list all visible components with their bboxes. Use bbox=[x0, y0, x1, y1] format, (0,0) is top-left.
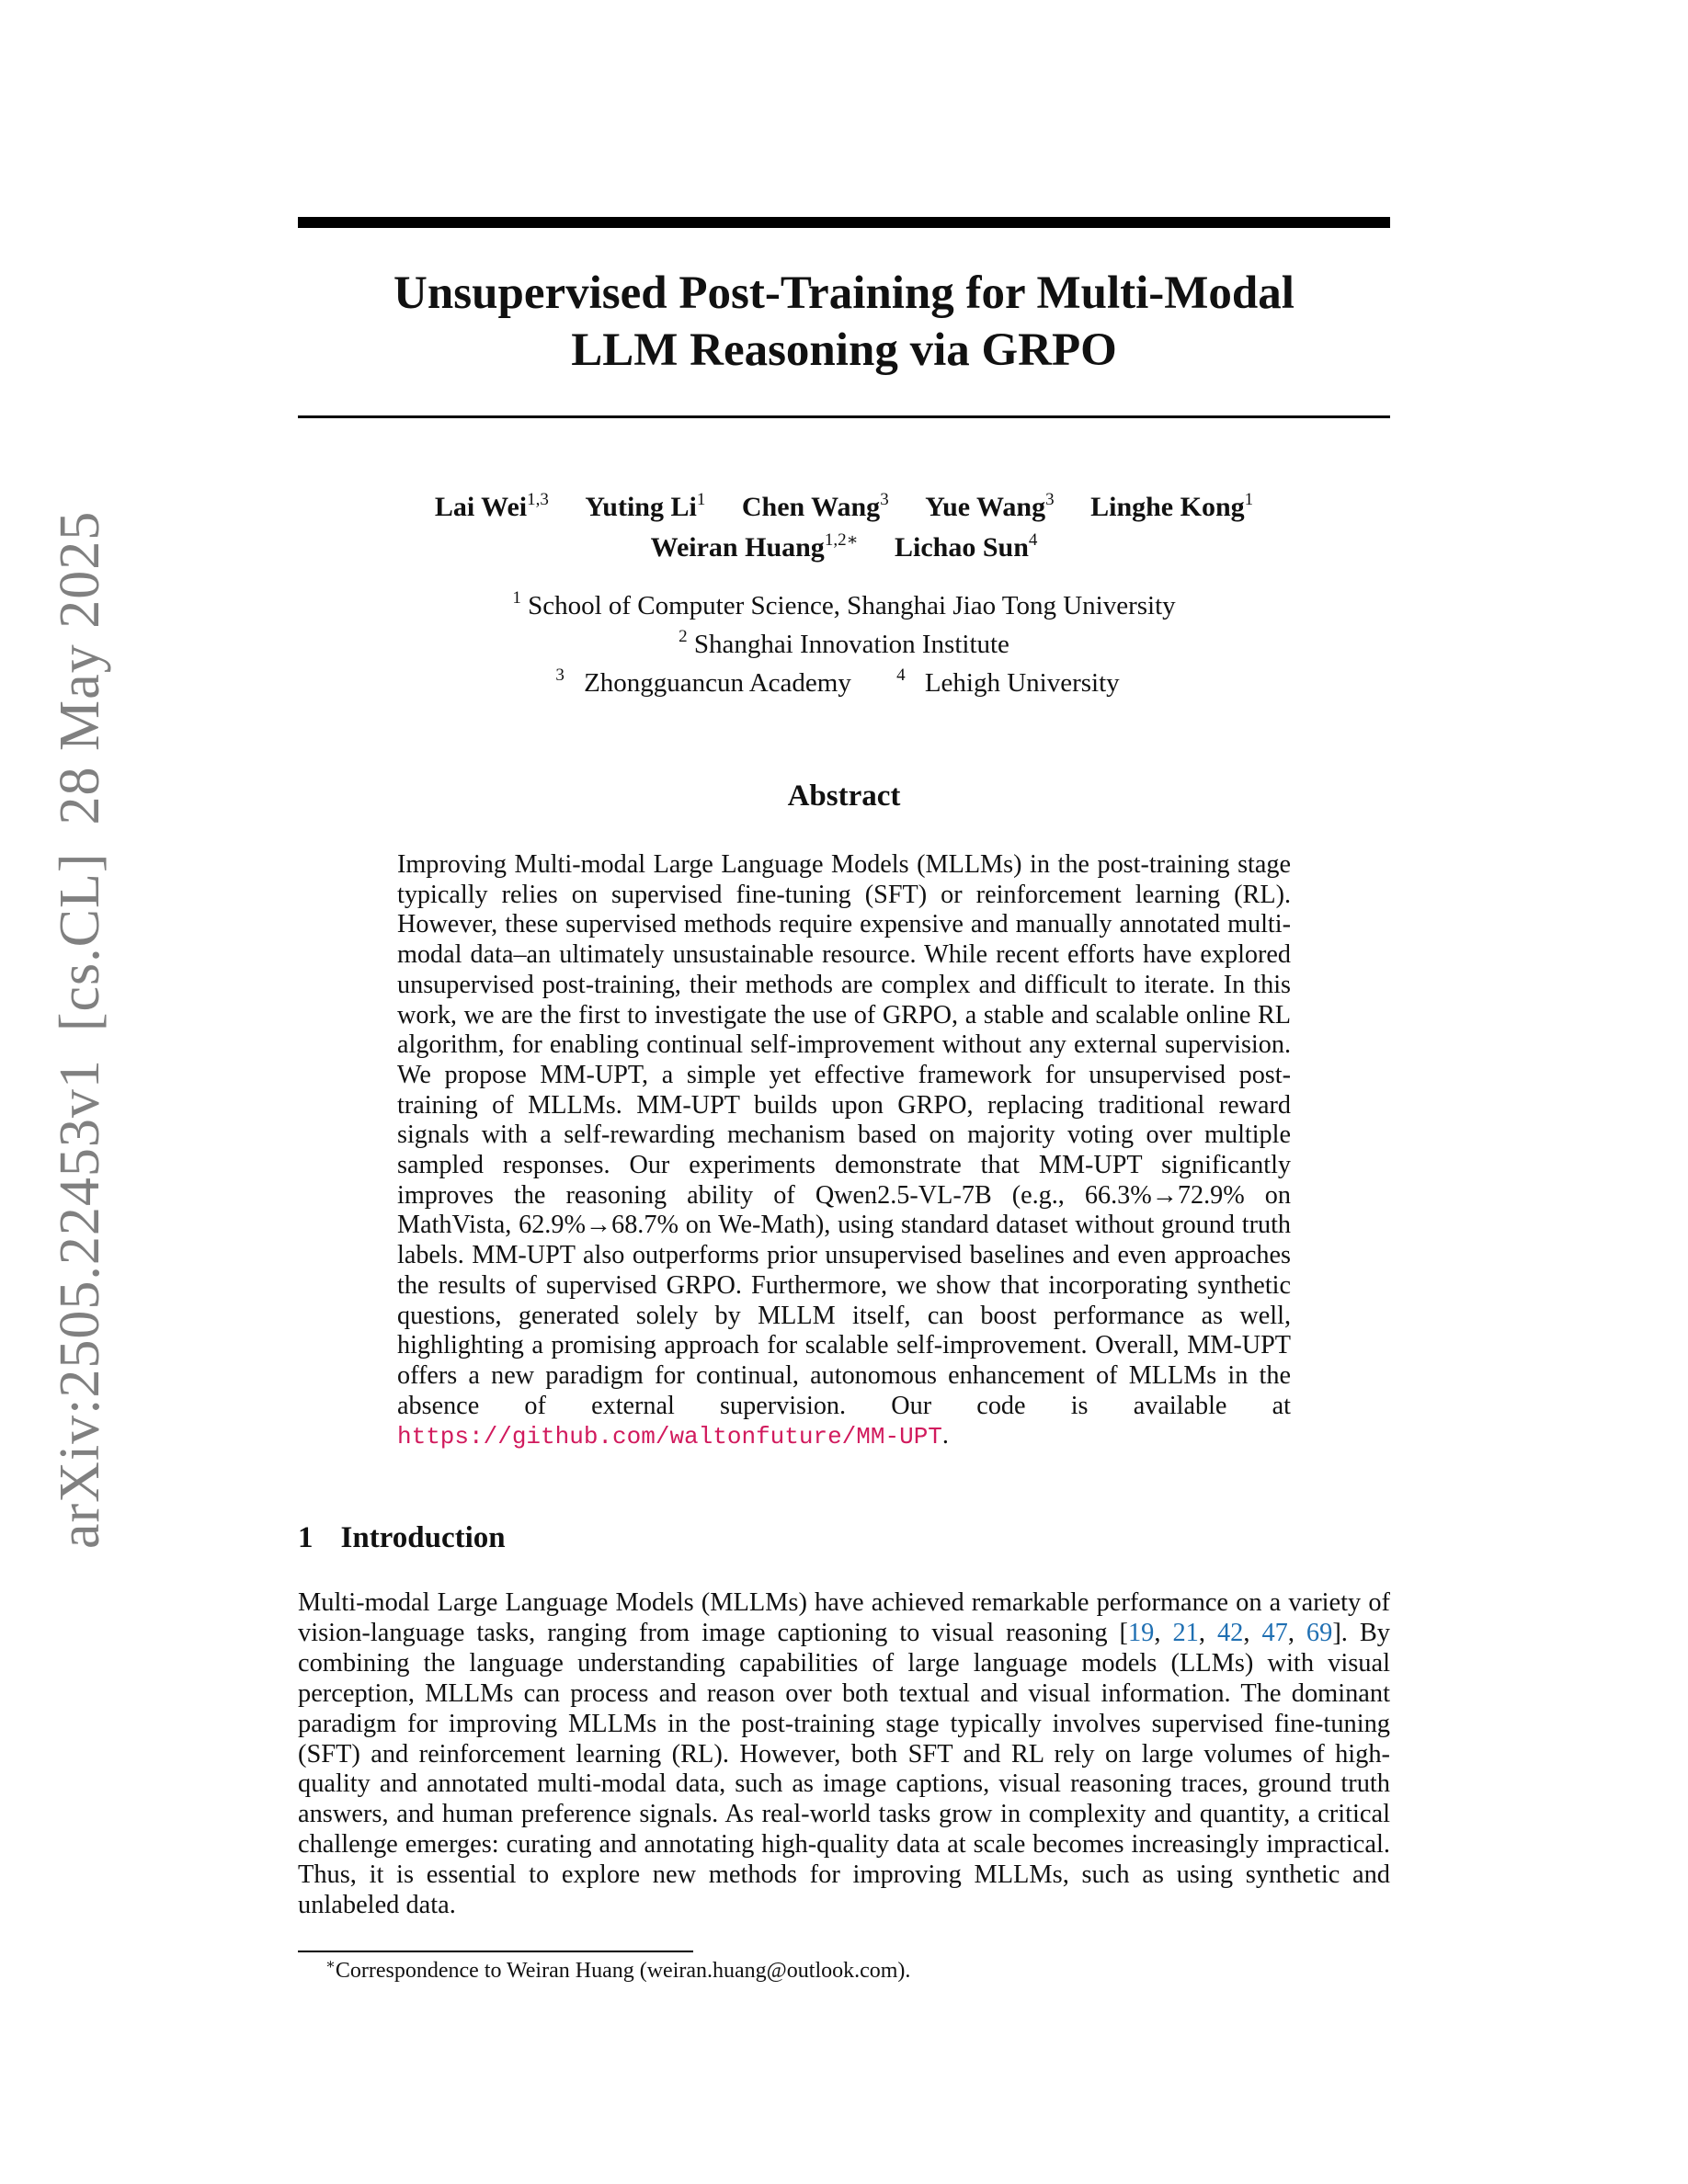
citation-separator: , bbox=[1154, 1618, 1173, 1647]
intro-text-b: ]. By combining the language understanding capabilities of large language models (LLMs) with visual perception, MLLMs can process and reason over both textual and visual information. The dominant paradigm for improving MLLMs in the post-training stage typically involves supervised fine-tuning (SFT) and reinforcement learning (RL). However, both SFT and RL rely on large volumes of high-quality and annotated multi-modal data, such as image captions, visual reasoning traces, ground truth answers, and human preference signals. As real-world tasks grow in complexity and quantity, a critical challenge emerges: curating and annotating high-quality data at scale becomes increasingly impractical. Thus, it is essential to explore new methods for improving MLLMs, such as using synthetic and unlabeled data. bbox=[298, 1618, 1390, 1920]
citation-link[interactable]: 21 bbox=[1172, 1618, 1199, 1647]
author-name: Lichao Sun bbox=[894, 532, 1029, 563]
arxiv-category: [cs.CL] bbox=[49, 852, 111, 1032]
affiliation-text: Lehigh University bbox=[924, 668, 1120, 698]
code-repository-link[interactable]: https://github.com/waltonfuture/MM-UPT bbox=[397, 1423, 942, 1451]
author bbox=[742, 492, 889, 522]
arxiv-id: arXiv:2505.22453v1 bbox=[49, 1059, 111, 1549]
affiliation-number: 3 bbox=[555, 665, 565, 685]
section-heading-introduction bbox=[298, 1517, 506, 1559]
title-line-2: LLM Reasoning via GRPO bbox=[571, 324, 1117, 376]
affiliation-number: 2 bbox=[679, 627, 688, 646]
affiliation-number: 1 bbox=[512, 588, 521, 608]
affiliation bbox=[298, 625, 1390, 664]
introduction-paragraph bbox=[298, 1588, 1390, 1921]
author-affil-mark: 1,3 bbox=[527, 490, 549, 509]
paper-title bbox=[298, 265, 1390, 379]
abstract-text: Improving Multi-modal Large Language Models (MLLMs) in the post-training stage typically relies on supervised fine-tuning (SFT) or reinforcement learning (RL). However, these supervised methods require expensive and manually annotated multi-modal data–an ultimately unsustainable resource. While recent efforts have explored unsupervised post-training, their methods are complex and difficult to iterate. In this work, we are the first to investigate the use of GRPO, a stable and scalable online RL algorithm, for enabling continual self-improvement without any external supervision. We propose MM-UPT, a simple yet effective framework for unsupervised post-training of MLLMs. MM-UPT builds upon GRPO, replacing traditional reward signals with a self-rewarding mechanism based on majority voting over multiple sampled responses. Our experiments demonstrate that MM-UPT significantly improves the reasoning ability of Qwen2.5-VL-7B (e.g., 66.3%→72.9% on MathVista, 62.9%→68.7% on We-Math), using standard dataset without ground truth labels. MM-UPT also outperforms prior unsupervised baselines and even approaches the results of supervised GRPO. Furthermore, we show that incorporating synthetic questions, generated solely by MLLM itself, can boost performance as well, highlighting a promising approach for scalable self-improvement. Overall, MM-UPT offers a new paradigm for continual, autonomous enhancement of MLLMs in the absence of external supervision. Our code is available at bbox=[397, 850, 1291, 1420]
citation-separator: , bbox=[1287, 1618, 1306, 1647]
author-name: Chen Wang bbox=[741, 492, 881, 522]
affiliation bbox=[298, 586, 1390, 625]
footnote-mark: ∗ bbox=[325, 1957, 336, 1973]
arxiv-side-stamp bbox=[48, 483, 113, 1549]
abstract-heading: Abstract bbox=[787, 779, 901, 813]
author-affil-mark: 3 bbox=[880, 490, 889, 509]
author-name: Lai Wei bbox=[434, 492, 528, 522]
affiliation-number: 4 bbox=[896, 665, 906, 685]
author bbox=[435, 492, 549, 522]
section-title: Introduction bbox=[340, 1521, 506, 1554]
author-affil-mark: 3 bbox=[1045, 490, 1055, 509]
affiliation-text: Zhongguancun Academy bbox=[584, 668, 851, 698]
abstract-end-punct: . bbox=[941, 1421, 949, 1450]
title-bottom-rule bbox=[298, 415, 1390, 418]
citation-separator: , bbox=[1243, 1618, 1262, 1647]
author-name: Yuting Li bbox=[585, 492, 697, 522]
affiliation-text: School of Computer Science, Shanghai Jiao Tong University bbox=[528, 591, 1176, 620]
citation-link[interactable]: 47 bbox=[1261, 1618, 1288, 1647]
footnote bbox=[325, 1956, 910, 1985]
author bbox=[1090, 492, 1253, 522]
author-name: Weiran Huang bbox=[650, 532, 825, 563]
footnote-text: Correspondence to Weiran Huang (weiran.huang@outlook.com). bbox=[335, 1959, 911, 1983]
affiliation-text: Shanghai Innovation Institute bbox=[693, 630, 1009, 659]
title-top-rule bbox=[298, 217, 1390, 228]
author-row-1 bbox=[298, 487, 1390, 528]
affiliation bbox=[896, 665, 1133, 698]
author bbox=[895, 532, 1037, 563]
author-list bbox=[298, 487, 1390, 568]
author-affil-mark: 1 bbox=[696, 490, 706, 509]
citation-link[interactable]: 42 bbox=[1216, 1618, 1244, 1647]
author-name: Yue Wang bbox=[925, 492, 1046, 522]
author-affil-mark: 1 bbox=[1244, 490, 1254, 509]
author-row-2 bbox=[298, 528, 1390, 568]
citation-link[interactable]: 69 bbox=[1306, 1618, 1333, 1647]
citation-separator: , bbox=[1198, 1618, 1217, 1647]
citation-link[interactable]: 19 bbox=[1127, 1618, 1155, 1647]
author bbox=[585, 492, 705, 522]
affiliation bbox=[555, 665, 863, 698]
author-affil-mark: 1,2∗ bbox=[824, 530, 859, 550]
author bbox=[925, 492, 1054, 522]
arxiv-date: 28 May 2025 bbox=[49, 510, 111, 825]
author-name: Linghe Kong bbox=[1090, 492, 1245, 522]
affiliation-pair bbox=[298, 664, 1390, 702]
abstract-body bbox=[397, 850, 1291, 1452]
author bbox=[651, 532, 859, 563]
intro-text-a: Multi-modal Large Language Models (MLLMs) have achieved remarkable performance on a variety of vision-language tasks, ranging from image captioning to visual reasoning [ bbox=[298, 1588, 1390, 1647]
author-affil-mark: 4 bbox=[1028, 530, 1038, 550]
footnote-rule bbox=[298, 1951, 693, 1952]
affiliation-list bbox=[298, 586, 1390, 702]
title-line-1: Unsupervised Post-Training for Multi-Modal bbox=[393, 267, 1295, 319]
section-number: 1 bbox=[298, 1521, 314, 1554]
